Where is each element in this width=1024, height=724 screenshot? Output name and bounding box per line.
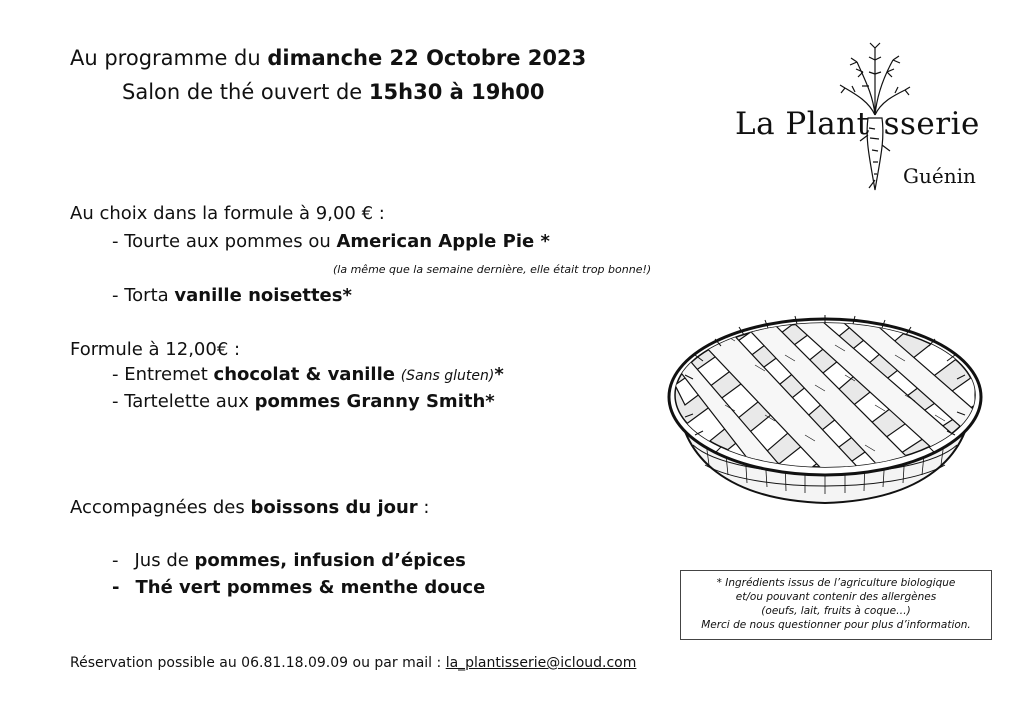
logo-title	[735, 106, 980, 142]
drinks-item-2	[112, 577, 485, 598]
formula-1-item-1-prefix: - Tourte aux pommes ou	[112, 231, 337, 252]
drinks-item-1-prefix: Jus de	[134, 550, 195, 571]
formula-2-item-1	[112, 364, 504, 385]
allergen-line-3: (oeufs, lait, fruits à coque…)	[761, 605, 911, 617]
formula-1-item-2-prefix: - Torta	[112, 285, 175, 306]
drinks-heading-suffix: :	[417, 497, 430, 518]
formula-2-item-2-prefix: - Tartelette aux	[112, 391, 255, 412]
formula-2-item-2	[112, 391, 495, 412]
allergen-line-1: * Ingrédients issus de l’agriculture biologique	[716, 577, 956, 589]
formula-2-item-2-name: pommes Granny Smith*	[254, 391, 495, 412]
allergen-line-2: et/ou pouvant contenir des allergènes	[735, 591, 937, 603]
logo	[735, 40, 1005, 200]
header-line-hours	[122, 80, 545, 104]
formula-2-item-1-note: (Sans gluten)	[400, 368, 495, 384]
formula-2-item-1-star: *	[494, 364, 504, 385]
formula-2-item-1-name: chocolat & vanille	[213, 364, 395, 385]
reservation-footer	[70, 655, 636, 671]
allergen-note-box	[680, 570, 992, 640]
drinks-item-1	[112, 550, 466, 571]
drinks-item-1-dash: -	[112, 550, 119, 571]
formula-1-item-2	[112, 285, 352, 306]
formula-2-item-1-prefix: - Entremet	[112, 364, 214, 385]
formula-1-item-2-name: vanille noisettes*	[174, 285, 352, 306]
header-date-prefix: Au programme du	[70, 46, 268, 70]
logo-title-right: sserie	[883, 106, 980, 142]
formula-1-item-1	[112, 231, 550, 252]
logo-subtitle: Guénin	[903, 164, 976, 188]
header-date: dimanche 22 Octobre 2023	[267, 46, 587, 70]
drinks-item-1-name: pommes, infusion d’épices	[194, 550, 466, 571]
header-line-date	[70, 46, 586, 70]
drinks-item-2-name: Thé vert pommes & menthe douce	[135, 577, 486, 598]
header-hours: 15h30 à 19h00	[368, 80, 545, 104]
drinks-heading-bold: boissons du jour	[250, 497, 418, 518]
lattice-pie-illustration-icon	[665, 305, 985, 515]
drinks-heading-prefix: Accompagnées des	[70, 497, 251, 518]
formula-2-heading: Formule à 12,00€ :	[70, 339, 241, 360]
header-hours-prefix: Salon de thé ouvert de	[122, 80, 369, 104]
reservation-text: Réservation possible au 06.81.18.09.09 ou par mail :	[70, 655, 446, 671]
logo-title-left: La Plant	[735, 106, 870, 142]
formula-1-item-1-name: American Apple Pie *	[336, 231, 550, 252]
drinks-heading	[70, 497, 429, 518]
formula-1-heading: Au choix dans la formule à 9,00 € :	[70, 203, 385, 224]
reservation-email-link[interactable]: la_plantisserie@icloud.com	[445, 655, 637, 671]
formula-1-item-1-note: (la même que la semaine dernière, elle était trop bonne!)	[333, 263, 652, 276]
allergen-line-4: Merci de nous questionner pour plus d’information.	[701, 619, 971, 631]
drinks-item-2-dash: -	[112, 577, 120, 598]
